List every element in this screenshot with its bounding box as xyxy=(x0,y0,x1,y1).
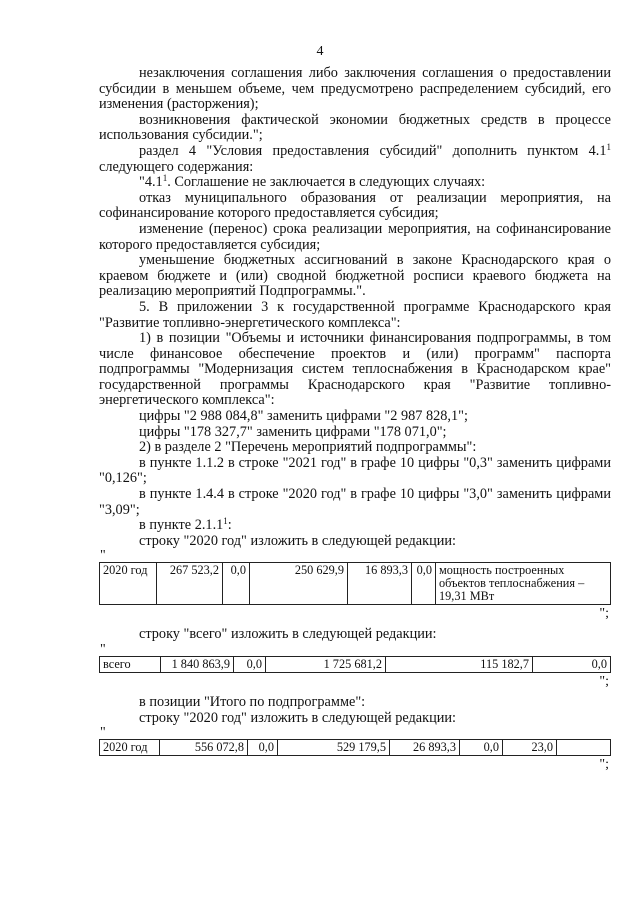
closing-quote: "; xyxy=(599,606,609,622)
table-cell: 267 523,2 xyxy=(157,563,223,605)
table-row xyxy=(100,740,611,756)
table-cell: мощность построенных объектов теплоснабжения – 19,31 МВт xyxy=(436,563,611,605)
table-cell: 2020 год xyxy=(100,740,160,756)
closing-quote: "; xyxy=(599,757,609,773)
table-cell: всего xyxy=(100,657,161,673)
paragraph: 5. В приложении 3 к государственной программе Краснодарского края "Развитие топливно-энергетического комплекса": xyxy=(99,298,611,331)
text-run: : xyxy=(227,517,232,534)
table-cell xyxy=(557,740,611,756)
text-run: в пункте 2.1.1 xyxy=(139,517,224,534)
table-cell: 556 072,8 xyxy=(160,740,248,756)
paragraph: строку "2020 год" изложить в следующей редакции: xyxy=(139,709,457,726)
text-run: раздел 4 "Условия предоставления субсидий" дополнить пунктом 4.1 xyxy=(139,142,607,159)
text-run: . Соглашение не заключается в следующих случаях: xyxy=(167,174,486,191)
paragraph: в позиции "Итого по подпрограмме": xyxy=(139,694,366,710)
table-cell: 26 893,3 xyxy=(390,740,460,756)
opening-quote: " xyxy=(100,642,106,657)
paragraph: изменение (перенос) срока реализации мероприятия, на софинансирование которого предоставляется субсидия; xyxy=(99,220,611,253)
table-row xyxy=(100,563,611,605)
table-total-2020 xyxy=(99,739,611,756)
paragraph xyxy=(99,141,611,175)
table-row xyxy=(100,657,611,673)
paragraph: уменьшение бюджетных ассигнований в законе Краснодарского края о краевом бюджете и (или) сводной бюджетной росписи краевого бюджета на реализацию мероприятий Подпрограммы.". xyxy=(99,252,611,300)
text-run: "4.1 xyxy=(139,174,163,191)
paragraph: отказ муниципального образования от реализации мероприятия, на софинансирование которого предоставляется субсидия; xyxy=(99,189,611,222)
table-cell: 0,0 xyxy=(412,563,436,605)
table-cell: 1 725 681,2 xyxy=(266,657,386,673)
table-cell: 0,0 xyxy=(460,740,503,756)
table-cell: 115 182,7 xyxy=(386,657,533,673)
paragraph: цифры "178 327,7" заменить цифрами "178 071,0"; xyxy=(139,423,447,440)
table-cell: 1 840 863,9 xyxy=(161,657,234,673)
paragraph xyxy=(99,175,611,191)
footnote-mark: 1 xyxy=(606,141,611,152)
closing-quote: "; xyxy=(599,674,609,689)
footnote-mark: 1 xyxy=(162,173,168,184)
table-row-total xyxy=(99,656,611,673)
table-cell: 250 629,9 xyxy=(250,563,348,605)
paragraph: 1) в позиции "Объемы и источники финансирования подпрограммы, в том числе финансовое обеспечение проектов и (или) программ" паспорта подпрограммы "Модернизация систем теплоснабжения в Краснодарском крае" государственной программы Краснодарского края "Развитие топливно-энергетического комплекса": xyxy=(99,330,611,409)
table-cell: 2020 год xyxy=(100,563,157,605)
table-cell: 0,0 xyxy=(533,657,611,673)
table-cell: 0,0 xyxy=(223,563,250,605)
paragraph: в пункте 1.1.2 в строке "2021 год" в графе 10 цифры "0,3" заменить цифрами "0,126"; xyxy=(99,454,611,487)
table-cell: 529 179,5 xyxy=(278,740,390,756)
table-cell: 0,0 xyxy=(248,740,278,756)
paragraph: незаключения соглашения либо заключения соглашения о предоставлении субсидии в меньшем объеме, чем предусмотрено распределением субсидий, его изменения (расторжения); xyxy=(99,65,611,113)
opening-quote: " xyxy=(100,725,106,741)
table-row-2020 xyxy=(99,562,611,605)
opening-quote: " xyxy=(100,548,106,564)
document-body xyxy=(99,66,611,772)
text-run: следующего содержания: xyxy=(99,158,254,175)
paragraph: цифры "2 988 084,8" заменить цифрами "2 987 828,1"; xyxy=(139,408,468,425)
paragraph: в пункте 1.4.4 в строке "2020 год" в графе 10 цифры "3,0" заменить цифрами "3,09"; xyxy=(99,486,611,518)
footnote-mark: 1 xyxy=(223,516,228,527)
paragraph: строку "2020 год" изложить в следующей редакции: xyxy=(139,532,457,549)
table-cell: 16 893,3 xyxy=(348,563,412,605)
paragraph xyxy=(99,518,611,534)
paragraph: строку "всего" изложить в следующей редакции: xyxy=(139,626,437,643)
paragraph: возникновения фактической экономии бюджетных средств в процессе использования субсидии."; xyxy=(99,111,611,144)
table-cell: 0,0 xyxy=(234,657,266,673)
page-number: 4 xyxy=(316,44,324,59)
paragraph: 2) в разделе 2 "Перечень мероприятий подпрограммы": xyxy=(139,439,477,456)
table-cell: 23,0 xyxy=(503,740,557,756)
